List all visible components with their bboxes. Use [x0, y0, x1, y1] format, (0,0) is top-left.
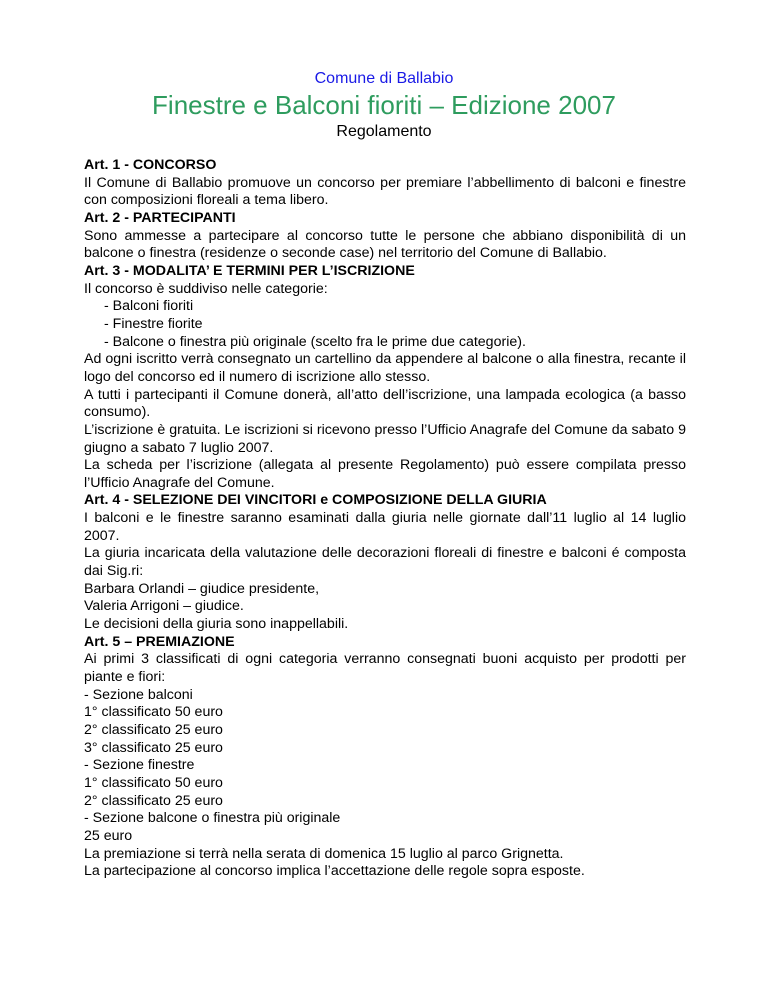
- art4-paragraph: La giuria incaricata della valutazione delle decorazioni floreali di finestre e balconi é composta dai Sig.ri:: [84, 545, 686, 580]
- prize-line: 2° classificato 25 euro: [84, 792, 223, 809]
- art3-paragraph: A tutti i partecipanti il Comune donerà, all’atto dell’iscrizione, una lampada ecologica (a basso consumo).: [84, 386, 686, 421]
- art5-paragraph: La premiazione si terrà nella serata di domenica 15 luglio al parco Grignetta.: [84, 845, 564, 862]
- category-item: - Balconi fioriti: [104, 298, 194, 315]
- art3-paragraph: Ad ogni iscritto verrà consegnato un cartellino da appendere al balcone o alla finestra, recante il logo del concorso ed il numero di iscrizione allo stesso.: [84, 351, 686, 385]
- art4-paragraph: Le decisioni della giuria sono inappellabili.: [84, 616, 349, 633]
- art3-paragraph: L’iscrizione è gratuita. Le iscrizioni si ricevono presso l’Ufficio Anagrafe del Comune da sabato 9 giugno a sabato 7 luglio 2007.: [84, 421, 686, 456]
- art4-heading: Art. 4 - SELEZIONE DEI VINCITORI e COMPOSIZIONE DELLA GIURIA: [84, 492, 547, 509]
- art3-paragraph: La scheda per l’iscrizione (allegata al presente Regolamento) può essere compilata presso l’Ufficio Anagrafe del Comune.: [84, 457, 686, 491]
- prize-line: - Sezione balcone o finestra più originale: [84, 810, 341, 827]
- art2-heading: Art. 2 - PARTECIPANTI: [84, 209, 236, 226]
- document-title: Finestre e Balconi fioriti – Edizione 2007: [152, 90, 616, 120]
- jury-member: Valeria Arrigoni – giudice.: [84, 598, 244, 615]
- prize-line: 3° classificato 25 euro: [84, 739, 223, 756]
- category-item: - Balcone o finestra più originale (scelto fra le prime due categorie).: [104, 333, 526, 350]
- art5-intro: Ai primi 3 classificati di ogni categoria verranno consegnati buoni acquisto per prodotti per piante e fiori:: [84, 651, 686, 686]
- prize-line: - Sezione finestre: [84, 757, 195, 774]
- prize-line: 25 euro: [84, 827, 133, 844]
- prize-line: - Sezione balconi: [84, 686, 193, 703]
- prize-line: 1° classificato 50 euro: [84, 704, 223, 721]
- category-item: - Finestre fiorite: [104, 315, 203, 332]
- document-header: [0, 0, 768, 142]
- jury-member: Barbara Orlandi – giudice presidente,: [84, 580, 320, 597]
- regulation-body: [84, 157, 686, 881]
- prize-line: 1° classificato 50 euro: [84, 774, 223, 791]
- art4-paragraph: I balconi e le finestre saranno esaminati dalla giuria nelle giornate dall’11 luglio al 14 luglio 2007.: [84, 510, 686, 544]
- art5-heading: Art. 5 – PREMIAZIONE: [84, 633, 235, 650]
- art3-intro: Il concorso è suddiviso nelle categorie:: [84, 280, 328, 297]
- art1-text: Il Comune di Ballabio promuove un concorso per premiare l’abbellimento di balconi e finestre con composizioni floreali a tema libero.: [84, 174, 686, 209]
- art3-heading: Art. 3 - MODALITA’ E TERMINI PER L’ISCRIZIONE: [84, 262, 415, 279]
- document-subtitle: Regolamento: [336, 123, 432, 140]
- art2-text: Sono ammesse a partecipare al concorso tutte le persone che abbiano disponibilità di un balcone o finestra (residenze o seconde case) nel territorio del Comune di Ballabio.: [84, 227, 686, 262]
- municipality-name: Comune di Ballabio: [314, 70, 454, 87]
- prize-line: 2° classificato 25 euro: [84, 722, 223, 738]
- art5-paragraph: La partecipazione al concorso implica l’accettazione delle regole sopra esposte.: [84, 863, 585, 880]
- art1-heading: Art. 1 - CONCORSO: [84, 157, 217, 173]
